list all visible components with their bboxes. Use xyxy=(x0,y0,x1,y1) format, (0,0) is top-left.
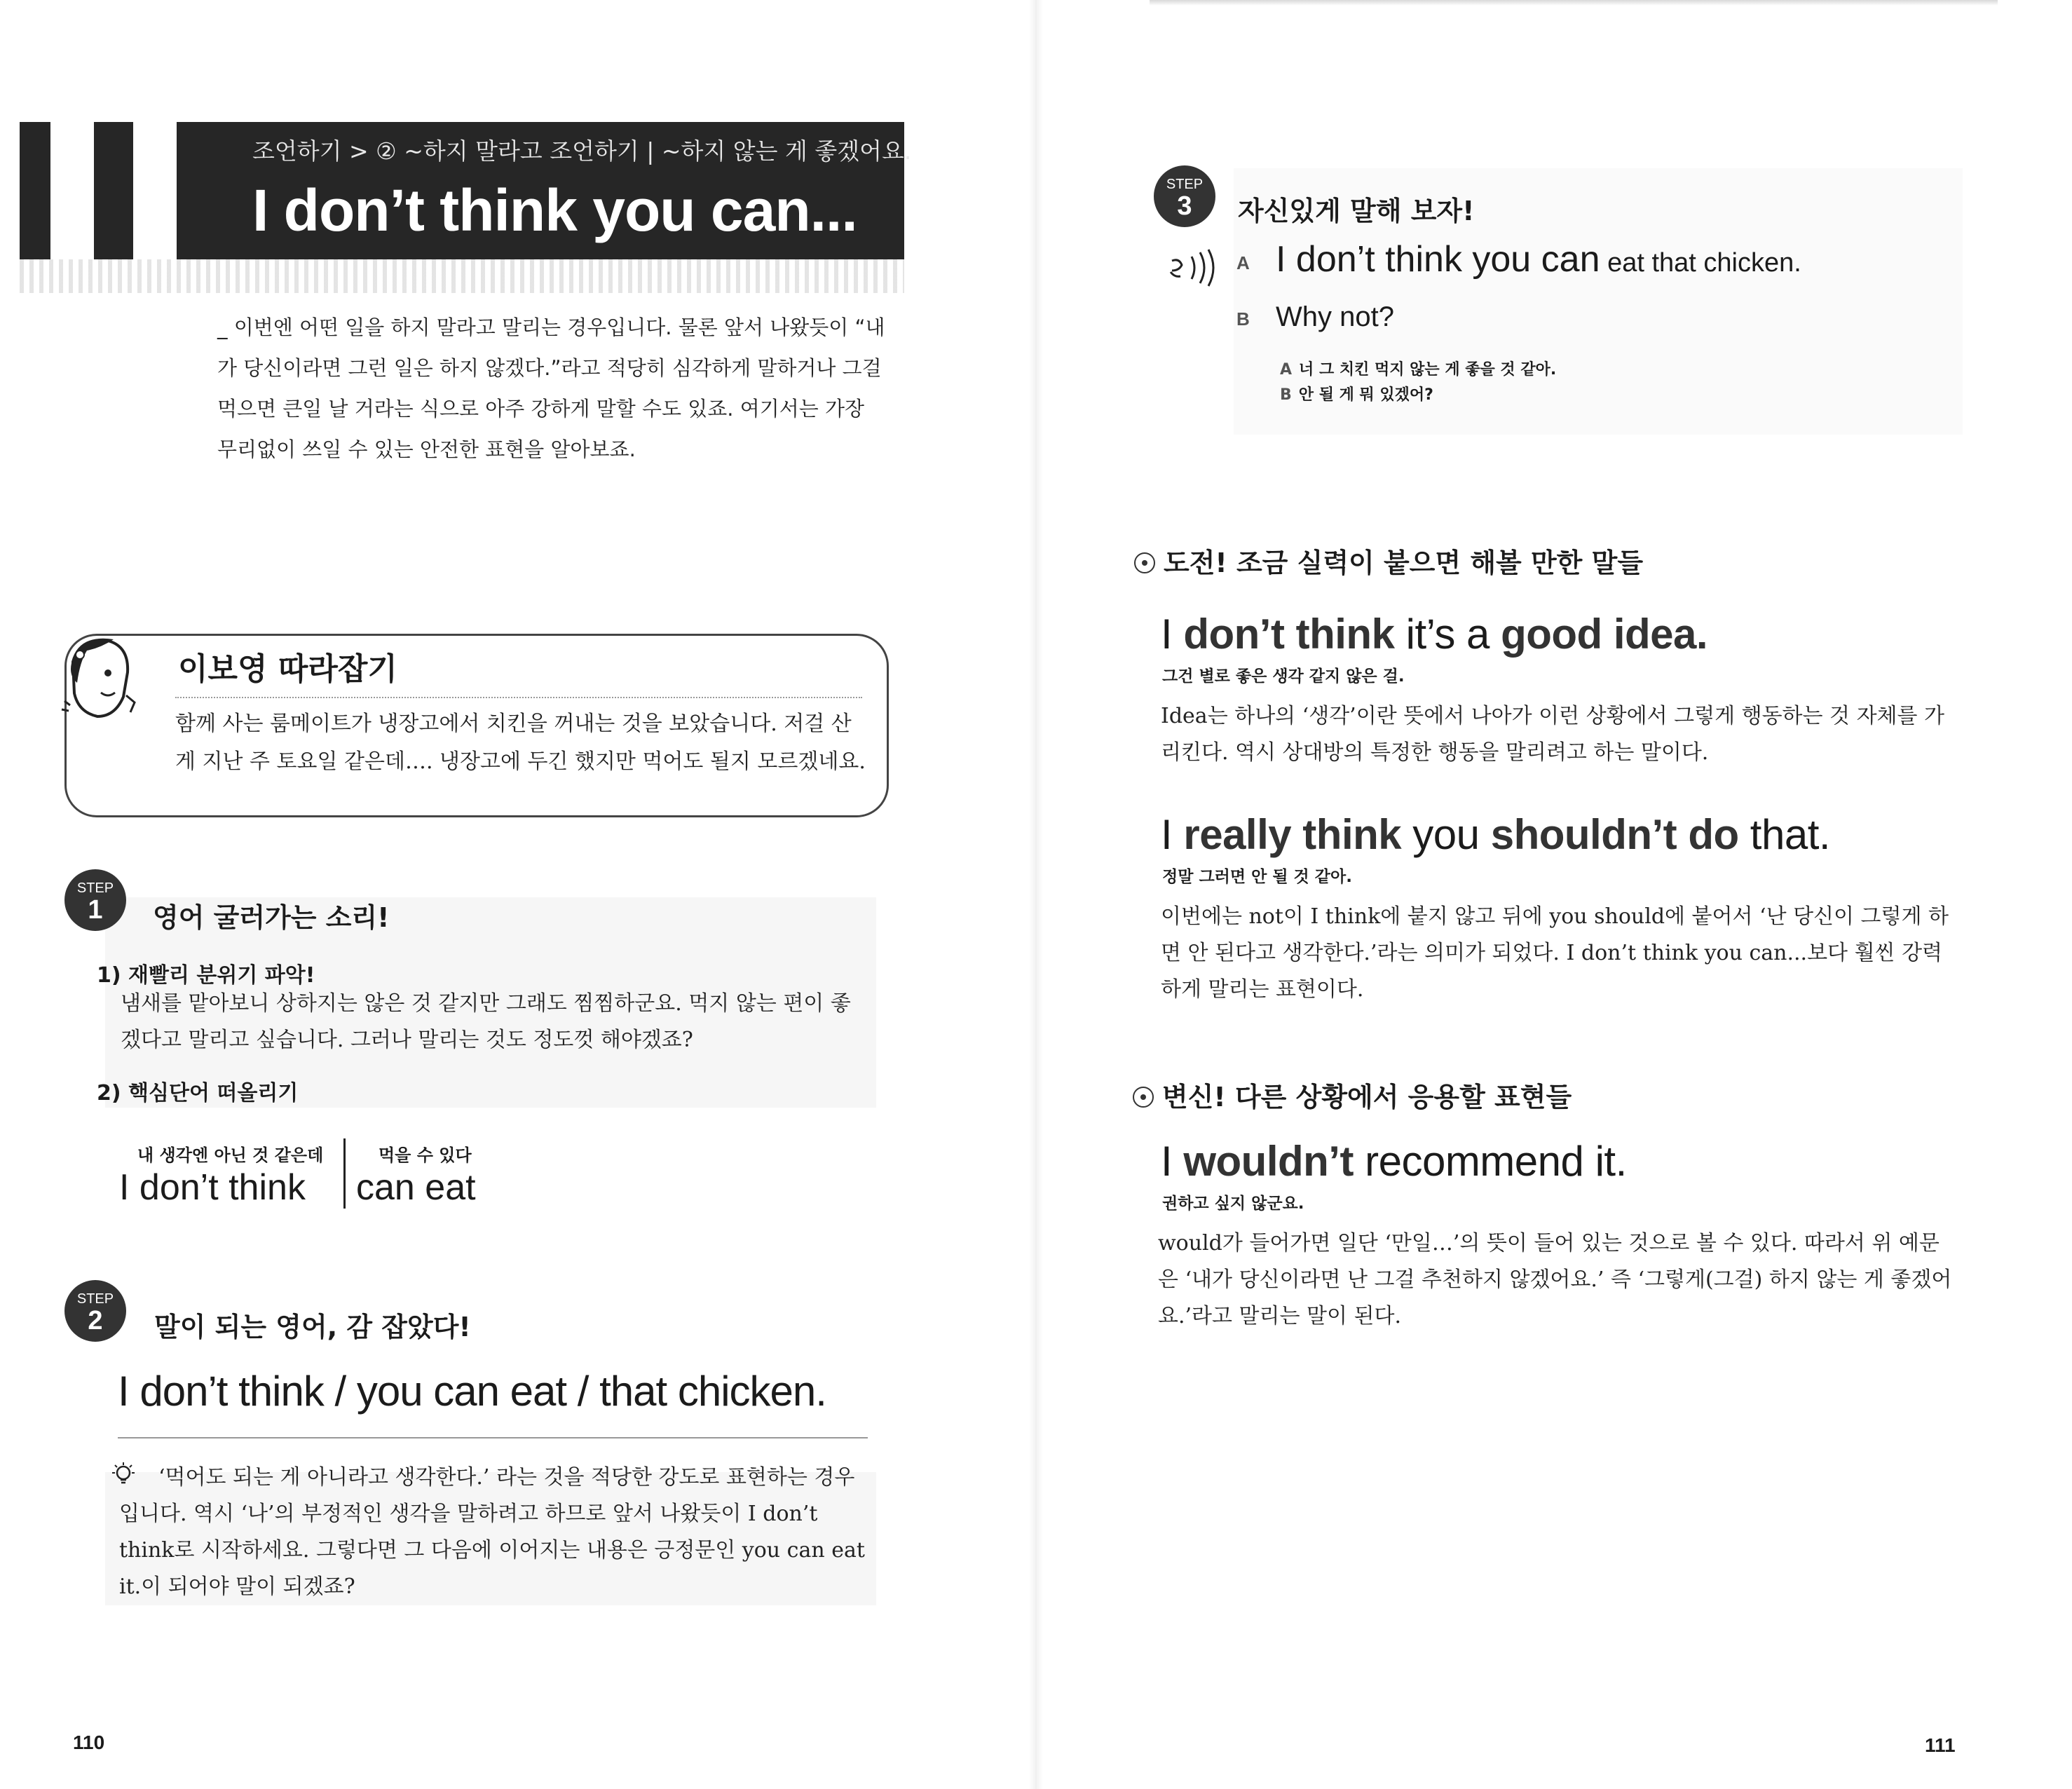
translation-b xyxy=(1280,383,1433,404)
challenge-phrase-1-translation: 그건 별로 좋은 생각 같지 않은 걸. xyxy=(1162,667,1405,686)
keyword-divider xyxy=(343,1138,346,1209)
step-3-title: 자신있게 말해 보자! xyxy=(1238,196,1475,226)
step-1-sub1-title: 1) 재빨리 분위기 파악! xyxy=(97,963,315,988)
phrase-key-part: good idea. xyxy=(1501,611,1708,658)
step-badge-number: 1 xyxy=(88,895,103,925)
keyword-korean: 먹을 수 있다 xyxy=(379,1145,472,1165)
keyword-korean: 내 생각엔 아닌 것 같은데 xyxy=(137,1145,324,1165)
phrase-key-part: don’t think xyxy=(1183,611,1395,658)
phrase-key-part: really think xyxy=(1183,811,1402,858)
step-1-badge xyxy=(64,869,126,931)
book-gutter xyxy=(1029,0,1043,1789)
phrase-part: that. xyxy=(1738,811,1831,858)
dialog-line-b: Why not? xyxy=(1276,301,1394,332)
bullet-circle-icon xyxy=(1134,552,1155,573)
step-3-badge xyxy=(1154,165,1215,227)
translation-b-letter: B xyxy=(1280,386,1292,404)
challenge-phrase-2-note: 이번에는 not이 I think에 붙지 않고 뒤에 you should에 붙어서 ‘난 당신이 그렇게 하면 안 된다고 생각한다.’라는 의미가 되었다. I don’t think you can...보다 훨씬 강력하게 말리는 표현이다. xyxy=(1161,904,1949,1002)
keyword-english: can eat xyxy=(356,1167,476,1208)
dialog-line-a xyxy=(1276,238,1801,280)
translation-a xyxy=(1280,358,1556,379)
transform-phrase xyxy=(1161,1137,1627,1185)
challenge-phrase-1 xyxy=(1161,610,1708,658)
challenge-heading xyxy=(1134,541,1643,580)
step-2-title: 말이 되는 영어, 감 잡았다! xyxy=(154,1312,471,1342)
challenge-phrase-2-translation: 정말 그러면 안 될 것 같아. xyxy=(1162,868,1352,886)
speaker-a-label: A xyxy=(1236,252,1250,273)
transform-phrase-translation: 권하고 싶지 않군요. xyxy=(1162,1195,1304,1213)
lesson-number-graphic xyxy=(50,122,184,259)
step-1-sub2-title: 2) 핵심단어 떠올리기 xyxy=(97,1081,299,1106)
phrase-part: you xyxy=(1401,811,1491,858)
translation-a-letter: A xyxy=(1280,361,1293,379)
step-2-tip: ‘먹어도 되는 게 아니라고 생각한다.’ 라는 것을 적당한 강도로 표현하는 경우입니다. 역시 ‘나’의 부정적인 생각을 말하려고 하므로 앞서 나왔듯이 I don’t think로 시작하세요. 그렇다면 그 다음에 이어지는 내용은 긍정문인 you can eat it.이 되어야 말이 되겠죠? xyxy=(119,1465,865,1599)
challenge-heading-text: 도전! 조금 실력이 붙으면 해볼 만한 말들 xyxy=(1164,547,1644,578)
phrase-part: I xyxy=(1161,811,1184,858)
dialog-a-rest: eat that chicken. xyxy=(1600,248,1801,278)
challenge-phrase-2 xyxy=(1161,810,1830,859)
step-2-badge xyxy=(64,1280,126,1342)
follow-along-title: 이보영 따라잡기 xyxy=(178,651,397,687)
phrase-part: I xyxy=(1161,1138,1184,1185)
follow-along-body: 함께 사는 룸메이트가 냉장고에서 치킨을 꺼내는 것을 보았습니다. 저걸 산 게 지난 주 토요일 같은데…. 냉장고에 두긴 했지만 먹어도 될지 모르겠네요. xyxy=(175,712,866,774)
step-badge-label: STEP xyxy=(76,1291,114,1307)
challenge-phrase-1-note: Idea는 하나의 ‘생각’이란 뜻에서 나아가 이런 상황에서 그렇게 행동하는 것 자체를 가리킨다. 역시 상대방의 특정한 행동을 말리려고 하는 말이다. xyxy=(1161,704,1945,765)
page-edge-shadow xyxy=(1150,0,1998,6)
keyword-english: I don’t think xyxy=(119,1167,306,1208)
translation-a-text: 너 그 치킨 먹지 않는 게 좋을 것 같아. xyxy=(1299,361,1557,379)
phrase-part: I xyxy=(1161,611,1184,658)
follow-divider xyxy=(175,697,862,698)
teacher-face-icon xyxy=(59,634,140,732)
phrase-part: it’s a xyxy=(1394,611,1501,658)
lesson-breadcrumb: 조언하기 > ② ~하지 말라고 조언하기 | ~하지 않는 게 좋겠어요. xyxy=(252,137,912,165)
transform-heading xyxy=(1133,1075,1572,1114)
translation-b-text: 안 될 게 뭐 있겠어? xyxy=(1298,386,1433,404)
phrase-key-part: wouldn’t xyxy=(1183,1138,1354,1185)
lesson-title: I don’t think you can... xyxy=(252,177,857,243)
banner-dot-pattern xyxy=(20,259,904,293)
intro-paragraph: _ 이번엔 어떤 일을 하지 말라고 말리는 경우입니다. 물론 앞서 나왔듯이 “내가 당신이라면 그런 일은 하지 않겠다.”라고 적당히 심각하게 말하거나 그걸 먹으면 큰일 날 거라는 식으로 아주 강하게 말할 수도 있죠. 여기서는 가장 무리없이 쓰일 수 있는 안전한 표현을 알아보죠. xyxy=(217,315,885,461)
transform-note: would가 들어가면 일단 ‘만일…’의 뜻이 들어 있는 것으로 볼 수 있다. 따라서 위 예문은 ‘내가 당신이라면 난 그걸 추천하지 않겠어요.’ 즉 ‘그렇게(그걸) 하지 않는 게 좋겠어요.’라고 말리는 말이 된다. xyxy=(1158,1231,1952,1328)
step-badge-label: STEP xyxy=(76,880,114,896)
speaker-b-label: B xyxy=(1236,308,1250,329)
step-badge-number: 3 xyxy=(1177,191,1192,221)
step-badge-label: STEP xyxy=(1166,177,1204,192)
page-number-left: 110 xyxy=(73,1732,105,1753)
bullet-circle-icon xyxy=(1133,1087,1154,1108)
speaker-sound-icon xyxy=(1166,247,1218,289)
phrase-part: recommend it. xyxy=(1353,1138,1627,1185)
phrase-key-part: shouldn’t do xyxy=(1490,811,1739,858)
step-badge-number: 2 xyxy=(88,1306,103,1335)
page-number-right: 111 xyxy=(1925,1734,1956,1756)
step-2-divider xyxy=(118,1437,868,1438)
step-2-sentence: I don’t think / you can eat / that chicken. xyxy=(118,1368,826,1415)
step-1-title: 영어 굴러가는 소리! xyxy=(153,902,390,933)
dialog-a-key-phrase: I don’t think you can xyxy=(1276,239,1600,280)
transform-heading-text: 변신! 다른 상황에서 응용할 표현들 xyxy=(1162,1082,1572,1113)
step-1-sub1-body: 냄새를 맡아보니 상하지는 않은 것 같지만 그래도 찜찜하군요. 먹지 않는 편이 좋겠다고 말리고 싶습니다. 그러나 말리는 것도 정도껏 해야겠죠? xyxy=(121,991,851,1052)
